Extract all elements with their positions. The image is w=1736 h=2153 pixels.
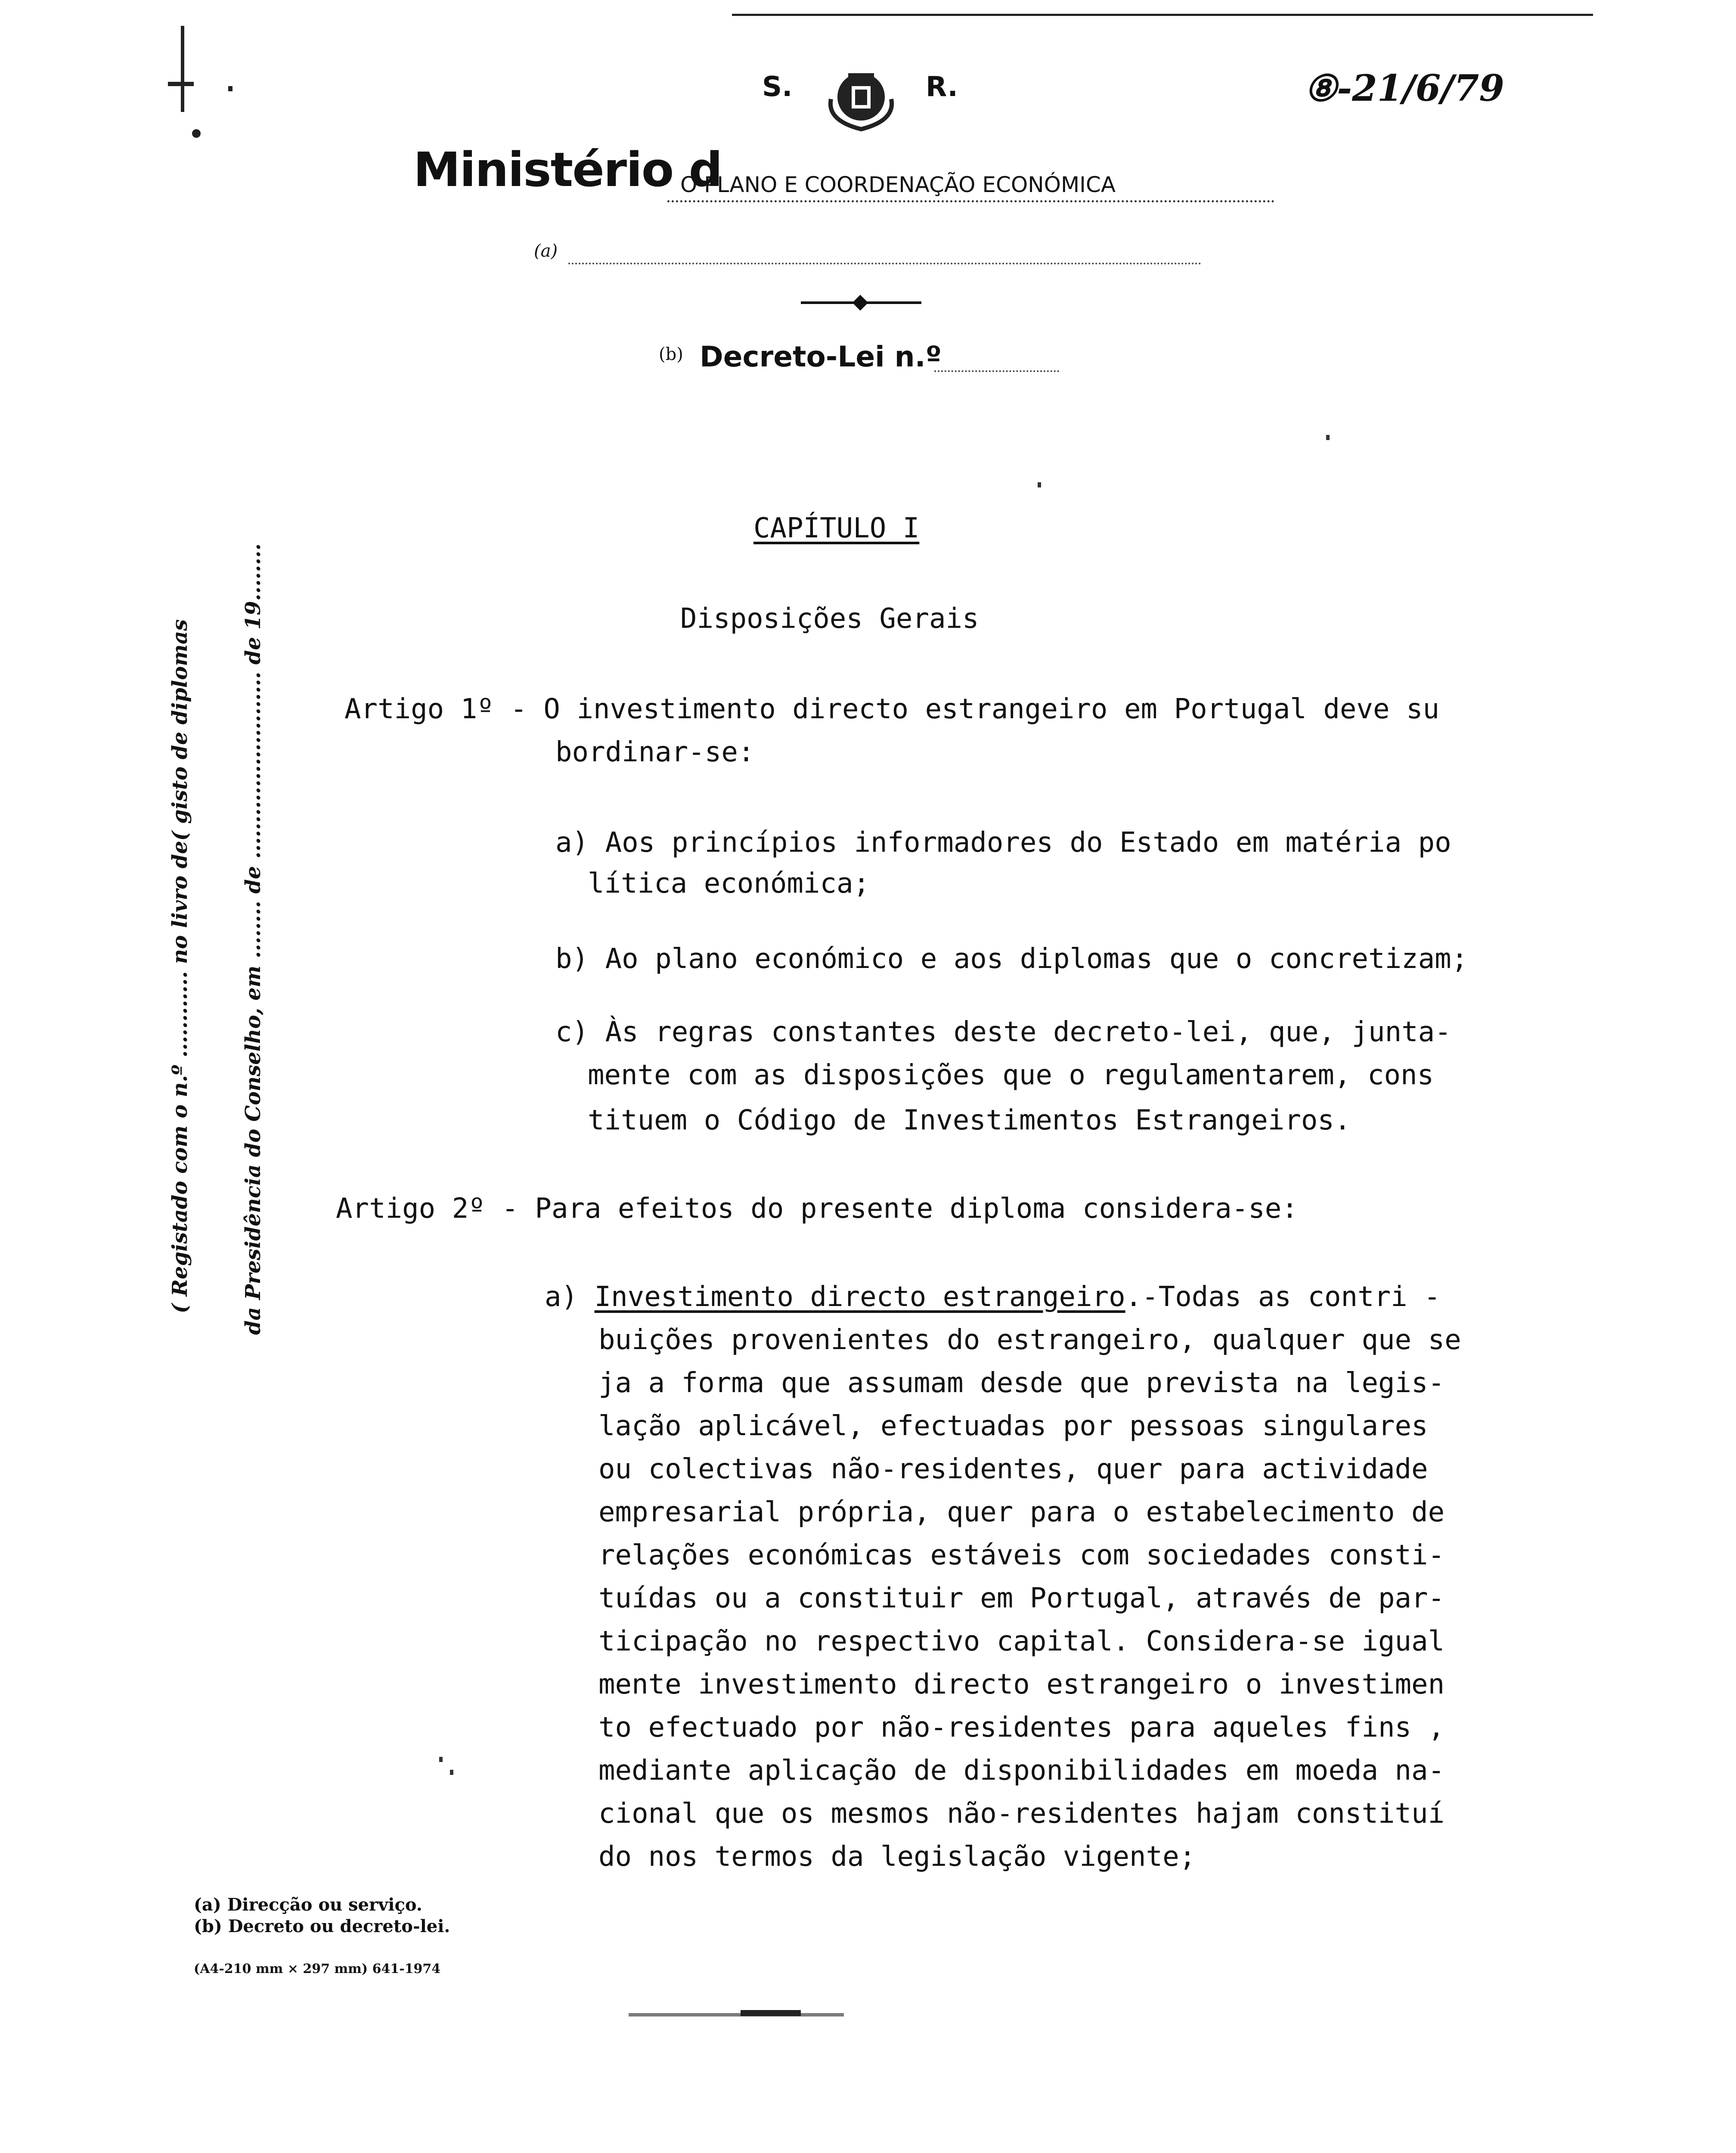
registry-margin-note: ( Registado com o n.º ............ no livro de( gisto de diplomas [168, 619, 192, 1313]
definition-line: empresarial própria, quer para o estabelecimento de [598, 1496, 1445, 1528]
definition-line: ou colectivas não-residentes, quer para actividade [598, 1453, 1428, 1485]
article-2-heading: Artigo 2º - Para efeitos do presente diploma considera-se: [336, 1193, 1298, 1225]
article-1-item-c-cont: mente com as disposições que o regulamentarem, cons [588, 1059, 1434, 1091]
article-1-item-c-cont: tituem o Código de Investimentos Estrangeiros. [588, 1104, 1351, 1136]
footnote-b: (b) Decreto ou decreto-lei. [194, 1916, 450, 1936]
definition-line: to efectuado por não-residentes para aqueles fins , [598, 1712, 1445, 1743]
margin-dot [228, 86, 232, 91]
definition-line: ticipação no respectivo capital. Considera-se igual [598, 1626, 1445, 1657]
ministry-heading: Ministério d [413, 142, 722, 197]
ornament-diamond [852, 295, 868, 311]
definition-line: do nos termos da legislação vigente; [598, 1841, 1196, 1873]
margin-mark [168, 82, 194, 86]
sr-s: S. [762, 71, 793, 103]
scan-smudge [629, 2013, 844, 2016]
article-1-text: bordinar-se: [555, 736, 755, 768]
footnote-a: (a) Direcção ou serviço. [194, 1895, 422, 1915]
definition-line: buições provenientes do estrangeiro, qualquer que se [598, 1324, 1461, 1356]
definition-line: ja a forma que assumam desde que prevista na legis- [598, 1367, 1445, 1399]
form-code: (A4-210 mm × 297 mm) 641-1974 [194, 1961, 441, 1976]
article-1-item-c: c) Às regras constantes deste decreto-lei, que, junta- [555, 1016, 1451, 1048]
margin-dot [192, 129, 201, 138]
footnote-ref-a: (a) [534, 241, 558, 261]
definition-text: .-Todas as contri - [1125, 1281, 1441, 1313]
article-1-item-a-cont: lítica económica; [588, 868, 870, 900]
coat-of-arms-icon [818, 60, 904, 133]
registry-margin-note: da Presidência do Conselho, em ........ de .......................... de 19........ [241, 543, 265, 1335]
speck [1326, 435, 1330, 440]
ministry-name: O PLANO E COORDENAÇÃO ECONÓMICA [680, 172, 1116, 197]
section-title: Disposições Gerais [680, 603, 979, 635]
service-dotted-line [568, 263, 1201, 264]
document-reference: ⑧-21/6/79 [1305, 67, 1504, 109]
item-label: a) [545, 1281, 578, 1313]
decree-number-line [934, 370, 1059, 372]
speck [439, 1757, 443, 1762]
article-1-item-b: b) Ao plano económico e aos diplomas que o concretizam; [555, 943, 1468, 975]
article-1-heading: Artigo 1º - O investimento directo estrangeiro em Portugal deve su [344, 693, 1440, 725]
definition-line: mediante aplicação de disponibilidades em moeda na- [598, 1755, 1445, 1787]
definition-line: lação aplicável, efectuadas por pessoas singulares [598, 1410, 1428, 1442]
sr-r: R. [926, 71, 958, 103]
chapter-title: CAPÍTULO I [753, 512, 920, 544]
article-2-item-a [545, 1281, 1441, 1313]
speck [450, 1770, 453, 1775]
definition-line: cional que os mesmos não-residentes hajam constituí [598, 1798, 1445, 1830]
footnote-ref-b: (b) [659, 344, 683, 364]
margin-mark [181, 26, 184, 112]
decree-label: Decreto-Lei n.º [700, 340, 942, 373]
definition-line: mente investimento directo estrangeiro o investimen [598, 1669, 1445, 1700]
scan-smudge [741, 2010, 801, 2016]
definition-line: relações económicas estáveis com sociedades consti- [598, 1539, 1445, 1571]
speck [1038, 482, 1041, 487]
top-rule [732, 14, 1593, 16]
defined-term: Investimento directo estrangeiro [594, 1281, 1125, 1313]
article-1-item-a: a) Aos princípios informadores do Estado em matéria po [555, 827, 1451, 859]
ministry-dotted-line [667, 200, 1274, 202]
definition-line: tuídas ou a constituir em Portugal, através de par- [598, 1582, 1445, 1614]
